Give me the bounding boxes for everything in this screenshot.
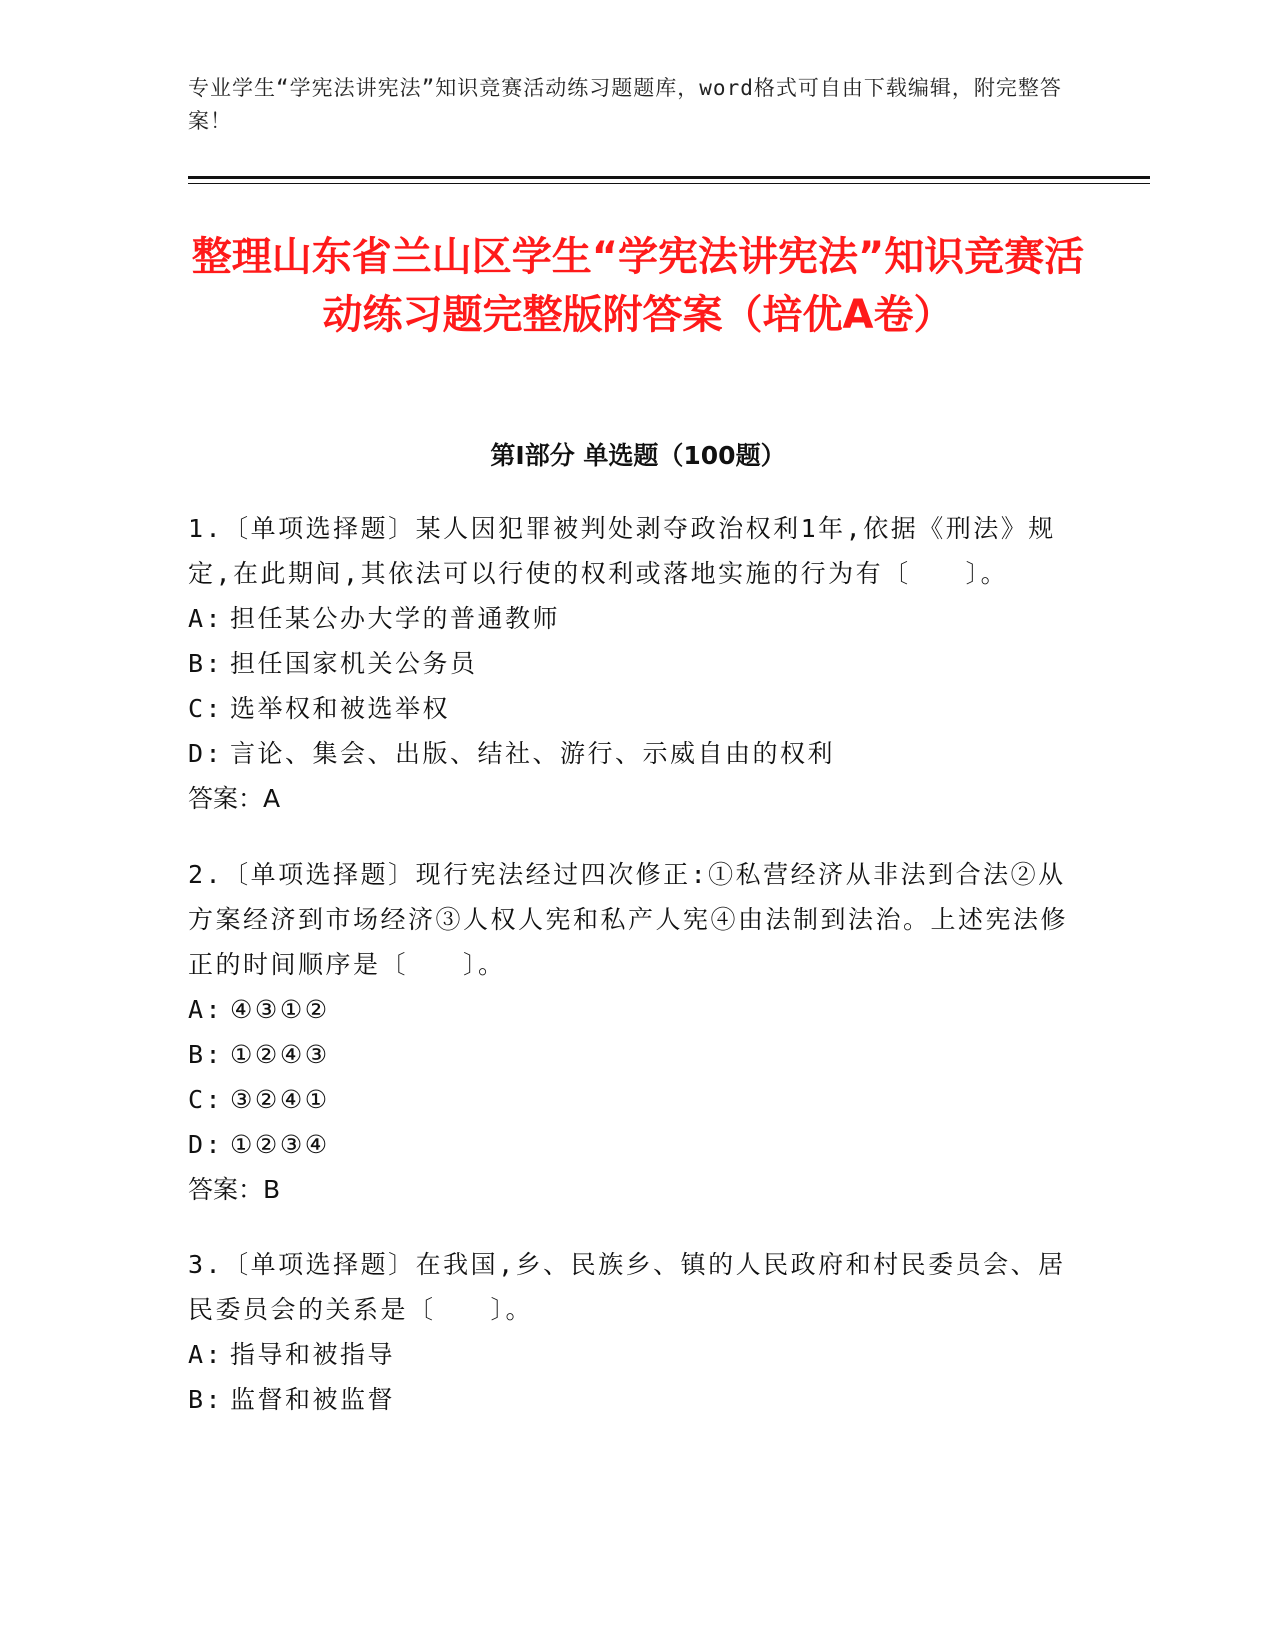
- option-b[interactable]: [188, 1377, 1088, 1422]
- option-b[interactable]: [188, 1032, 1088, 1077]
- option-text: 担任国家机关公务员: [230, 649, 478, 678]
- option-text: ④③①②: [230, 995, 330, 1024]
- option-a[interactable]: [188, 987, 1088, 1032]
- option-key: A:: [188, 1340, 224, 1369]
- question-2: [188, 852, 1088, 1212]
- option-key: C:: [188, 1085, 224, 1114]
- question-stem: 3.〔单项选择题〕在我国,乡、民族乡、镇的人民政府和村民委员会、居民委员会的关系是〔 〕。: [188, 1250, 1066, 1324]
- option-text: 监督和被监督: [230, 1385, 396, 1414]
- option-text: 选举权和被选举权: [230, 694, 451, 723]
- question-stem: 2.〔单项选择题〕现行宪法经过四次修正:①私营经济从非法到合法②从方案经济到市场经济③人权人宪和私产人宪④由法制到法治。上述宪法修正的时间顺序是〔 〕。: [188, 860, 1069, 979]
- question-stem: 1.〔单项选择题〕某人因犯罪被判处剥夺政治权利1年,依据《刑法》规定,在此期间,其依法可以行使的权利或落地实施的行为有〔 〕。: [188, 514, 1056, 588]
- option-text: 言论、集会、出版、结社、游行、示威自由的权利: [230, 739, 836, 768]
- option-text: 指导和被指导: [230, 1340, 396, 1369]
- option-c[interactable]: [188, 1077, 1088, 1122]
- header-divider-thin: [188, 183, 1150, 184]
- option-a[interactable]: [188, 596, 1088, 641]
- option-key: B:: [188, 649, 224, 678]
- question-3: [188, 1242, 1088, 1422]
- document-title: 整理山东省兰山区学生“学宪法讲宪法”知识竞赛活动练习题完整版附答案（培优A卷）: [191, 234, 1085, 338]
- question-1: [188, 506, 1088, 821]
- option-key: B:: [188, 1040, 224, 1069]
- option-text: ③②④①: [230, 1085, 330, 1114]
- option-key: D:: [188, 739, 224, 768]
- option-key: D:: [188, 1130, 224, 1159]
- option-text: 担任某公办大学的普通教师: [230, 604, 561, 633]
- section-heading: 第Ⅰ部分 单选题（100题）: [490, 441, 786, 470]
- header-divider-thick: [188, 176, 1150, 179]
- option-text: ①②③④: [230, 1130, 330, 1159]
- option-c[interactable]: [188, 686, 1088, 731]
- answer: 答案：A: [188, 784, 281, 813]
- answer: 答案：B: [188, 1175, 281, 1204]
- option-key: A:: [188, 995, 224, 1024]
- option-text: ①②④③: [230, 1040, 330, 1069]
- option-key: B:: [188, 1385, 224, 1414]
- option-a[interactable]: [188, 1332, 1088, 1377]
- option-d[interactable]: [188, 731, 1088, 776]
- option-key: C:: [188, 694, 224, 723]
- option-key: A:: [188, 604, 224, 633]
- option-b[interactable]: [188, 641, 1088, 686]
- header-note: 专业学生“学宪法讲宪法”知识竞赛活动练习题题库，word格式可自由下载编辑，附完整答案！: [188, 76, 1062, 133]
- option-d[interactable]: [188, 1122, 1088, 1167]
